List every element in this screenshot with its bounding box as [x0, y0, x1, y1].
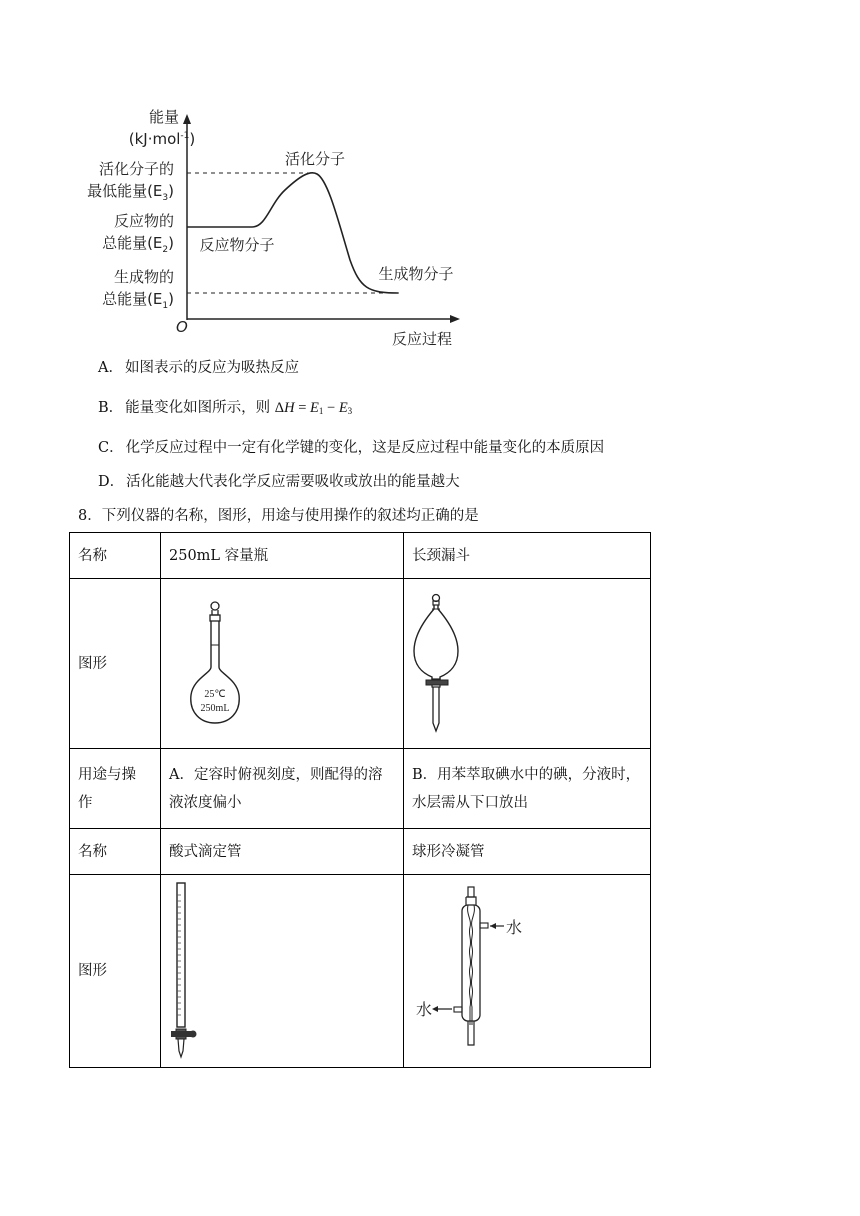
activated-energy-label-1: 活化分子的	[98, 160, 174, 178]
water-out-label: 水	[416, 1000, 433, 1019]
activated-energy-label-2: 最低能量$(E_3)$	[87, 182, 174, 203]
y-axis-label-1: 能量	[148, 108, 180, 126]
option-d-label: D．	[98, 474, 125, 490]
option-b-formula: $\Delta H = E_1 - E_3$	[274, 400, 353, 416]
table-row	[70, 749, 651, 829]
question-8-stem: 8．下列仪器的名称，图形，用途与使用操作的叙述均正确的是	[78, 508, 479, 524]
option-d	[98, 472, 460, 492]
row-header-figure-2: 图形	[70, 875, 161, 1068]
x-axis-label: 反应过程	[391, 330, 453, 348]
condenser-icon	[404, 875, 650, 1067]
energy-curve	[187, 173, 398, 293]
option-a	[98, 358, 299, 378]
product-energy-label-1: 生成物的	[113, 268, 174, 286]
option-b-text: 能量变化如图所示，则	[125, 400, 271, 416]
origin-label: O	[176, 318, 188, 336]
burette-cell	[161, 875, 404, 1068]
option-a-cell: A．定容时俯视刻度，则配得的溶 液浓度偏小	[161, 749, 404, 829]
product-energy-label-2: 总能量$(E_1)$	[102, 290, 174, 311]
option-b	[98, 398, 352, 421]
cell-burette-name: 酸式滴定管	[161, 829, 404, 875]
curve-peak-label: 活化分子	[284, 150, 346, 168]
energy-diagram	[70, 100, 490, 356]
option-a-text: 如图表示的反应为吸热反应	[124, 360, 299, 376]
curve-start-label: 反应物分子	[199, 236, 275, 254]
y-axis-arrow	[183, 114, 191, 124]
table-row	[70, 829, 651, 875]
burette-icon	[161, 875, 403, 1067]
option-c-label: C．	[98, 440, 124, 456]
option-b-cell: B．用苯萃取碘水中的碘，分液时， 水层需从下口放出	[404, 749, 651, 829]
svg-text:250mL: 250mL	[200, 703, 230, 714]
volumetric-flask-icon	[161, 579, 403, 748]
separatory-funnel-cell	[404, 579, 651, 749]
cell-condenser-name: 球形冷凝管	[404, 829, 651, 875]
y-axis-label-2: (kJ·mol$^{-1}$)	[128, 130, 196, 148]
row-header-name: 名称	[70, 533, 161, 579]
water-in-label: 水	[506, 918, 523, 937]
reactant-energy-label-1: 反应物的	[113, 212, 174, 230]
row-header-usage: 用途与操 作	[70, 749, 161, 829]
instrument-table	[69, 532, 651, 1068]
reactant-energy-label-2: 总能量$(E_2)$	[102, 234, 174, 255]
option-c	[98, 438, 604, 458]
cell-funnel-name: 长颈漏斗	[404, 533, 651, 579]
option-c-text: 化学反应过程中一定有化学键的变化，这是反应过程中能量变化的本质原因	[125, 440, 605, 456]
row-header-name-2: 名称	[70, 829, 161, 875]
table-row	[70, 533, 651, 579]
row-header-figure: 图形	[70, 579, 161, 749]
option-d-text: 活化能越大代表化学反应需要吸收或放出的能量越大	[126, 474, 460, 490]
condenser-cell	[404, 875, 651, 1068]
cell-volumetric-flask-name: 250mL 容量瓶	[161, 533, 404, 579]
option-b-label: B．	[98, 400, 124, 416]
funnel-icon	[404, 579, 650, 748]
option-a-label: A．	[98, 360, 123, 376]
svg-text:25℃: 25℃	[204, 689, 226, 700]
volumetric-flask-cell	[161, 579, 404, 749]
x-axis-arrow	[450, 315, 460, 323]
table-row	[70, 579, 651, 749]
curve-end-label: 生成物分子	[378, 265, 454, 283]
table-row	[70, 875, 651, 1068]
